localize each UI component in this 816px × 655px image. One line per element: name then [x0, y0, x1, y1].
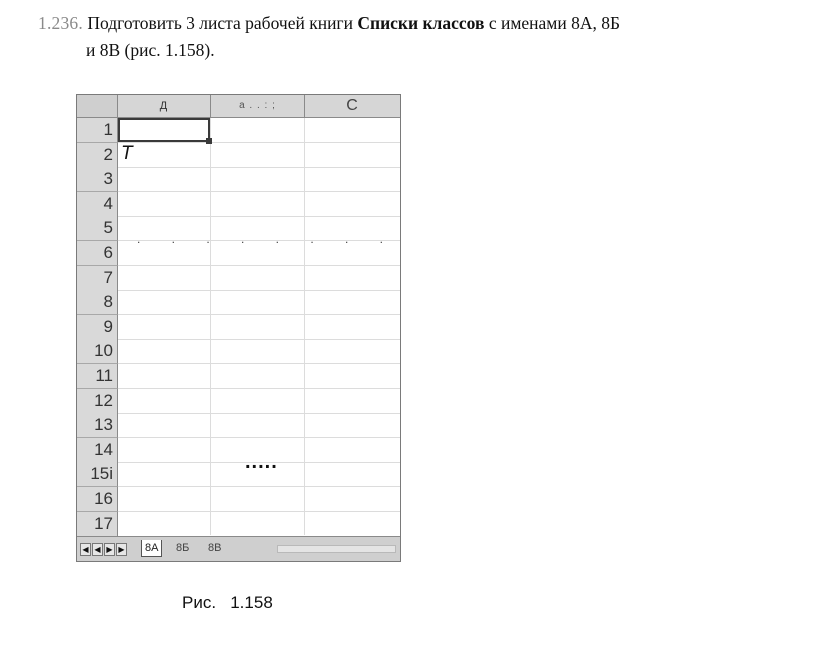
workbook-name: Списки классов: [357, 13, 485, 33]
exercise-text: [38, 10, 798, 64]
exercise-text-after: с именами 8А, 8Б: [484, 13, 621, 33]
row14-dots: .....: [245, 451, 278, 473]
row-header[interactable]: 16: [77, 487, 118, 512]
row-header[interactable]: 14: [77, 438, 118, 463]
column-header-b[interactable]: а . . : ;: [211, 95, 305, 117]
row-header[interactable]: 6: [77, 241, 118, 266]
row-header[interactable]: 13: [77, 413, 118, 438]
first-sheet-icon[interactable]: ◀: [80, 543, 91, 556]
next-sheet-icon[interactable]: ▶: [104, 543, 115, 556]
grid-row: [77, 315, 400, 340]
grid-row: [77, 339, 400, 364]
grid-row: [77, 512, 400, 537]
selected-cell-a1[interactable]: [118, 118, 210, 142]
grid-row: [77, 487, 400, 512]
grid-row: [77, 167, 400, 192]
row-header[interactable]: 2: [77, 143, 118, 168]
grid-row: [77, 413, 400, 438]
sheet-tab-8v[interactable]: 8В: [208, 542, 222, 554]
row-header[interactable]: 7: [77, 266, 118, 291]
exercise-line-1: [38, 10, 798, 37]
row-header[interactable]: 4: [77, 192, 118, 217]
column-header-c[interactable]: С: [346, 97, 358, 114]
select-all-corner[interactable]: [77, 95, 118, 117]
prev-sheet-icon[interactable]: ◀: [92, 543, 103, 556]
row-header[interactable]: 5: [77, 216, 118, 241]
cell-a2-text: Т: [121, 143, 133, 164]
row-header[interactable]: 15i: [77, 462, 118, 487]
grid-row: [77, 389, 400, 414]
sheet-tab-bar: [77, 536, 400, 561]
row5-dots: . . . . . . . .: [137, 232, 398, 246]
row-header[interactable]: 11: [77, 364, 118, 389]
sheet-tab-8a[interactable]: 8А: [141, 540, 162, 557]
spreadsheet-figure: [76, 94, 401, 562]
figure-caption: Рис. 1.158: [182, 593, 273, 612]
column-header-bar: [77, 95, 400, 118]
last-sheet-icon[interactable]: ▶: [116, 543, 127, 556]
row-header[interactable]: 17: [77, 512, 118, 537]
grid-row: [77, 438, 400, 463]
grid-row: [77, 462, 400, 487]
exercise-line-2: и 8В (рис. 1.158).: [86, 40, 215, 60]
grid-row: [77, 290, 400, 315]
horizontal-scrollbar[interactable]: [277, 545, 396, 553]
column-header-a[interactable]: Д: [117, 95, 211, 117]
fill-handle[interactable]: [206, 138, 212, 144]
row-header[interactable]: 3: [77, 167, 118, 192]
grid-row: [77, 192, 400, 217]
sheet-tab-8b[interactable]: 8Б: [176, 542, 190, 554]
grid-row: [77, 266, 400, 291]
row-header[interactable]: 9: [77, 315, 118, 340]
grid-row: [77, 364, 400, 389]
row-header[interactable]: 8: [77, 290, 118, 315]
exercise-text-before: Подготовить 3 листа рабочей книги: [87, 13, 358, 33]
exercise-number: 1.236.: [38, 13, 83, 33]
row-header[interactable]: 10: [77, 339, 118, 364]
row-header[interactable]: 1: [77, 118, 118, 143]
row-header[interactable]: 12: [77, 389, 118, 414]
